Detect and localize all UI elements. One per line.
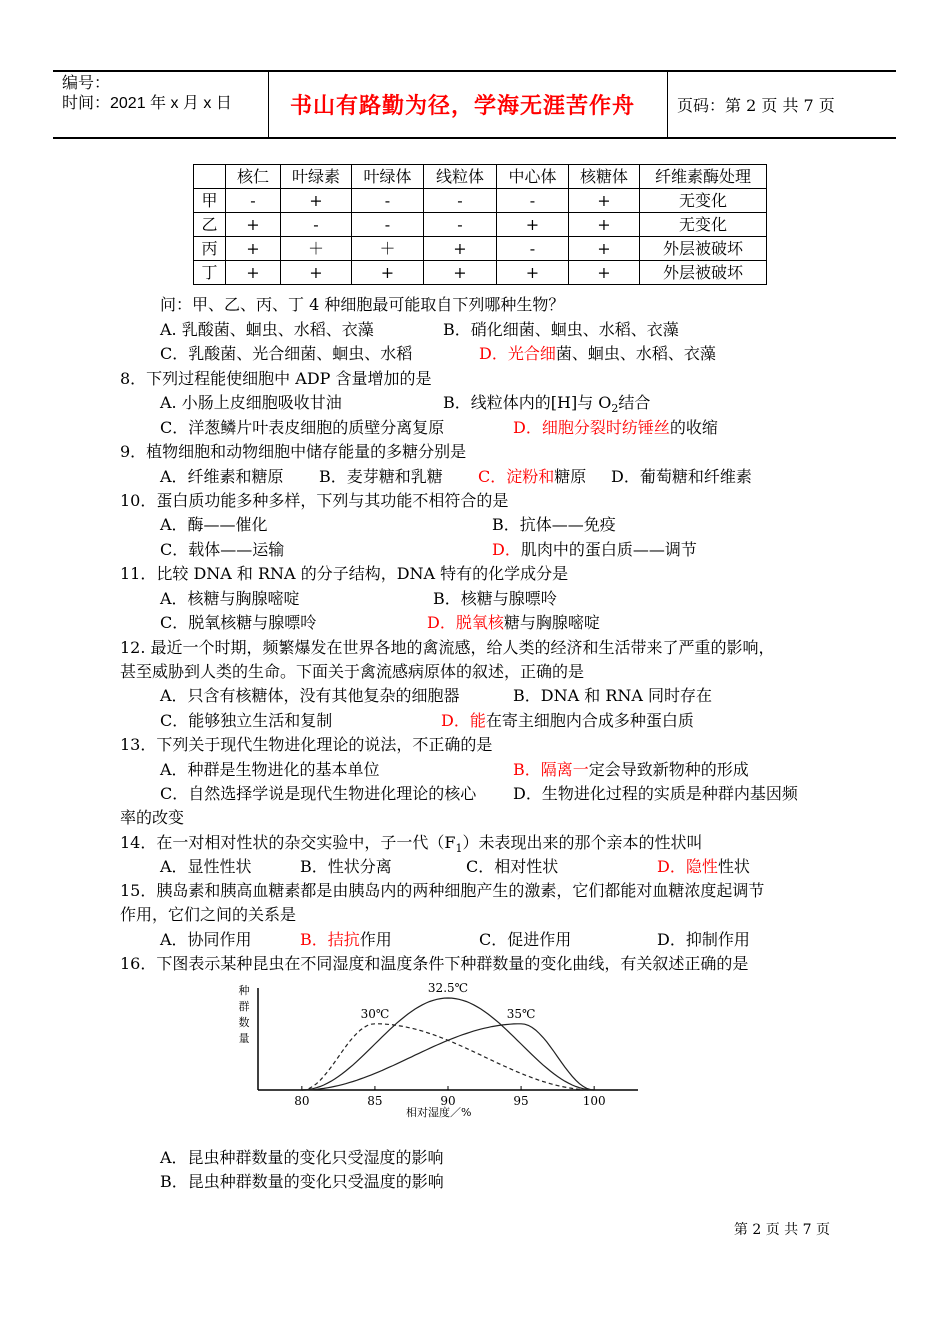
chart-series-label: 35℃	[506, 1006, 536, 1021]
q12-stem-line1: 12. 最近一个时期，频繁爆发在世界各地的禽流感，给人类的经济和生活带来了严重的影响，	[120, 638, 775, 657]
table-header-cell: 中心体	[497, 165, 569, 189]
q15-option-a: A．协同作用	[160, 930, 252, 949]
table-cell: +	[226, 237, 281, 261]
table-header-cell: 纤维素酶处理	[640, 165, 767, 189]
table-cell: +	[424, 261, 497, 285]
table-cell: -	[497, 237, 569, 261]
q12-option-a: A．只含有核糖体，没有其他复杂的细胞器	[160, 686, 460, 705]
q8-option-d	[513, 418, 718, 438]
table-cell: +	[569, 189, 640, 213]
q11-option-d	[427, 613, 600, 633]
table-cell: +	[424, 237, 497, 261]
q8-stem: 8．下列过程能使细胞中 ADP 含量增加的是	[120, 369, 432, 388]
table-cell: 无变化	[640, 213, 767, 237]
q10-option-c: C．载体——运输	[160, 540, 285, 559]
q8-option-a: A. 小肠上皮细胞吸收甘油	[160, 393, 342, 412]
table-cell: +	[281, 189, 352, 213]
chart-x-tick-label: 90	[440, 1094, 456, 1108]
q9-option-c-text: 糖原	[554, 467, 587, 486]
q14-option-b: B．性状分离	[300, 857, 392, 876]
q7-option-b: B．硝化细菌、蛔虫、水稻、衣藻	[443, 320, 679, 339]
table-row	[194, 237, 767, 261]
q14-option-d	[657, 857, 750, 877]
q15-option-d: D．抑制作用	[657, 930, 750, 949]
q8-option-b-sub: 2	[611, 402, 619, 416]
q10-stem: 10．蛋白质功能多种多样，下列与其功能不相符合的是	[120, 491, 509, 510]
q11-answer-mark: D．脱氧核	[427, 613, 504, 632]
table-cell: +	[569, 237, 640, 261]
header-code: 编号：	[62, 75, 111, 92]
q7-option-d-text: 菌、蛔虫、水稻、衣藻	[555, 344, 716, 363]
q8-option-b	[443, 393, 650, 419]
q13-option-d-cont: 率的改变	[120, 808, 185, 827]
q14-option-a: A．显性性状	[160, 857, 252, 876]
q7-option-c: C．乳酸菌、光合细菌、蛔虫、水稻	[160, 344, 413, 363]
table-cell: +	[497, 213, 569, 237]
table-cell: 乙	[194, 213, 226, 237]
q12-option-d	[441, 711, 694, 731]
chart-y-label	[239, 984, 250, 1045]
table-cell: 甲	[194, 189, 226, 213]
q16-option-a: A．昆虫种群数量的变化只受湿度的影响	[160, 1148, 444, 1167]
q14-answer-mark: D．隐性	[657, 857, 718, 876]
chart-x-label: 相对湿度／%	[406, 1106, 472, 1118]
header-bottom-rule	[53, 137, 896, 139]
q11-option-b: B．核糖与腺嘌呤	[433, 589, 557, 608]
q10-option-d-text: 肌肉中的蛋白质——调节	[520, 540, 697, 559]
q9-option-a: A．纤维素和糖原	[160, 467, 284, 486]
chart-x-tick-label: 85	[367, 1094, 383, 1108]
table-header-row	[194, 165, 767, 189]
chart-y-label-char: 种	[238, 984, 250, 997]
table-cell: -	[352, 213, 424, 237]
q12-option-d-text: 在寄主细胞内合成多种蛋白质	[485, 711, 694, 730]
table-cell: +	[281, 261, 352, 285]
q13-option-c: C．自然选择学说是现代生物进化理论的核心	[160, 784, 477, 803]
q8-option-b-tail: 结合	[618, 393, 651, 412]
q14-option-d-text: 性状	[717, 857, 750, 876]
table-header-cell: 叶绿素	[281, 165, 352, 189]
table-cell: -	[424, 213, 497, 237]
chart-series-line	[302, 1024, 594, 1090]
q16-stem: 16．下图表示某种昆虫在不同湿度和温度条件下种群数量的变化曲线，有关叙述正确的是	[120, 954, 749, 973]
q14-stem-tail: ）未表现出来的那个亲本的性状叫	[462, 833, 703, 852]
chart-x-tick-label: 80	[294, 1094, 310, 1108]
header-divider-2	[667, 71, 668, 137]
q14-stem-sub: 1	[455, 842, 463, 856]
q13-option-d: D．生物进化过程的实质是种群内基因频	[513, 784, 798, 803]
table-cell: -	[281, 213, 352, 237]
q12-option-b: B．DNA 和 RNA 同时存在	[513, 686, 713, 705]
table-cell: -	[424, 189, 497, 213]
q15-option-c: C．促进作用	[479, 930, 572, 949]
header-top-rule	[53, 70, 896, 72]
q15-option-b-text: 作用	[359, 930, 392, 949]
q7-option-d	[479, 344, 716, 364]
chart-x-tick-label: 95	[513, 1094, 529, 1108]
table-row	[194, 213, 767, 237]
q15-stem-line1: 15．胰岛素和胰高血糖素都是由胰岛内的两种细胞产生的激素，它们都能对血糖浓度起调节	[120, 881, 765, 900]
q14-stem	[120, 833, 702, 859]
chart-series-line	[302, 998, 594, 1090]
header-divider-1	[268, 71, 269, 137]
table-cell: ＋	[352, 237, 424, 261]
table-cell: 外层被破坏	[640, 261, 767, 285]
header-page-number: 页码：第 2 页 共 7 页	[677, 96, 835, 115]
q10-option-b: B．抗体——免疫	[492, 515, 616, 534]
q8-option-d-text: 的收缩	[669, 418, 718, 437]
footer-page-number: 第 2 页 共 7 页	[733, 1222, 830, 1238]
q7-stem: 问：甲、乙、丙、丁 4 种细胞最可能取自下列哪种生物？	[160, 295, 565, 314]
q14-option-c: C．相对性状	[466, 857, 559, 876]
table-cell: +	[497, 261, 569, 285]
q11-stem: 11．比较 DNA 和 RNA 的分子结构，DNA 特有的化学成分是	[120, 564, 569, 583]
q9-stem: 9．植物细胞和动物细胞中储存能量的多糖分别是	[120, 442, 467, 461]
table-cell: +	[352, 261, 424, 285]
q10-option-d	[492, 540, 697, 560]
q12-answer-mark: D．能	[441, 711, 486, 730]
table-cell: +	[226, 261, 281, 285]
q12-option-c: C．能够独立生活和复制	[160, 711, 333, 730]
table-cell: +	[226, 213, 281, 237]
table-header-cell	[194, 165, 226, 189]
table-cell: +	[569, 261, 640, 285]
q9-option-d: D．葡萄糖和纤维素	[611, 467, 752, 486]
q11-option-a: A．核糖与胸腺嘧啶	[160, 589, 300, 608]
chart-series-label: 30℃	[360, 1006, 390, 1021]
q11-option-c: C．脱氧核糖与腺嘌呤	[160, 613, 317, 632]
q16-option-b: B．昆虫种群数量的变化只受温度的影响	[160, 1172, 444, 1191]
table-row	[194, 261, 767, 285]
table-cell: -	[226, 189, 281, 213]
header-motto: 书山有路勤为径，学海无涯苦作舟	[290, 93, 636, 119]
q13-option-a: A．种群是生物进化的基本单位	[160, 760, 380, 779]
q14-stem-text: 14．在一对相对性状的杂交实验中，子一代（F	[120, 833, 456, 852]
q13-option-b	[513, 760, 749, 780]
chart-y-label-char: 群	[238, 1000, 250, 1013]
q9-option-c	[478, 467, 586, 487]
table-header-cell: 线粒体	[424, 165, 497, 189]
table-cell: ＋	[281, 237, 352, 261]
table-header-cell: 核仁	[226, 165, 281, 189]
table-cell: -	[497, 189, 569, 213]
q13-answer-mark: B．隔离一	[513, 760, 589, 779]
q8-option-c: C．洋葱鳞片叶表皮细胞的质壁分离复原	[160, 418, 445, 437]
q7-answer-mark: D．光合细	[479, 344, 556, 363]
table-cell: 无变化	[640, 189, 767, 213]
q15-answer-mark: B．拮抗	[300, 930, 360, 949]
table-cell: +	[569, 213, 640, 237]
q9-option-b: B．麦芽糖和乳糖	[319, 467, 443, 486]
chart-series-label: 32.5℃	[427, 981, 469, 995]
table-cell: 丙	[194, 237, 226, 261]
chart-series-line	[302, 1024, 594, 1090]
q15-option-b	[300, 930, 392, 950]
table-cell: 外层被破坏	[640, 237, 767, 261]
q9-answer-mark: C．淀粉和	[478, 467, 555, 486]
table-row	[194, 189, 767, 213]
humidity-population-chart	[238, 978, 648, 1118]
chart-x-tick-label: 100	[582, 1094, 606, 1108]
q13-option-b-text: 定会导致新物种的形成	[588, 760, 749, 779]
table-cell: 丁	[194, 261, 226, 285]
chart-y-label-char: 数	[238, 1016, 250, 1029]
q15-stem-line2: 作用，它们之间的关系是	[120, 905, 297, 924]
q10-answer-mark: D．	[492, 540, 521, 559]
q13-stem: 13．下列关于现代生物进化理论的说法，不正确的是	[120, 735, 493, 754]
header-time: 时间：2021 年 x 月 x 日	[62, 95, 232, 112]
q7-option-a: A. 乳酸菌、蛔虫、水稻、衣藻	[160, 320, 374, 339]
cell-structure-table	[193, 164, 767, 285]
table-cell: -	[352, 189, 424, 213]
q10-option-a: A．酶——催化	[160, 515, 268, 534]
q11-option-d-text: 糖与胸腺嘧啶	[503, 613, 600, 632]
table-header-cell: 核糖体	[569, 165, 640, 189]
q8-option-b-text: B．线粒体内的[H]与 O	[443, 393, 612, 412]
q12-stem-line2: 甚至威胁到人类的生命。下面关于禽流感病原体的叙述，正确的是	[120, 662, 585, 681]
table-header-cell: 叶绿体	[352, 165, 424, 189]
chart-y-label-char: 量	[238, 1032, 250, 1045]
q8-answer-mark: D．细胞分裂时纺锤丝	[513, 418, 670, 437]
